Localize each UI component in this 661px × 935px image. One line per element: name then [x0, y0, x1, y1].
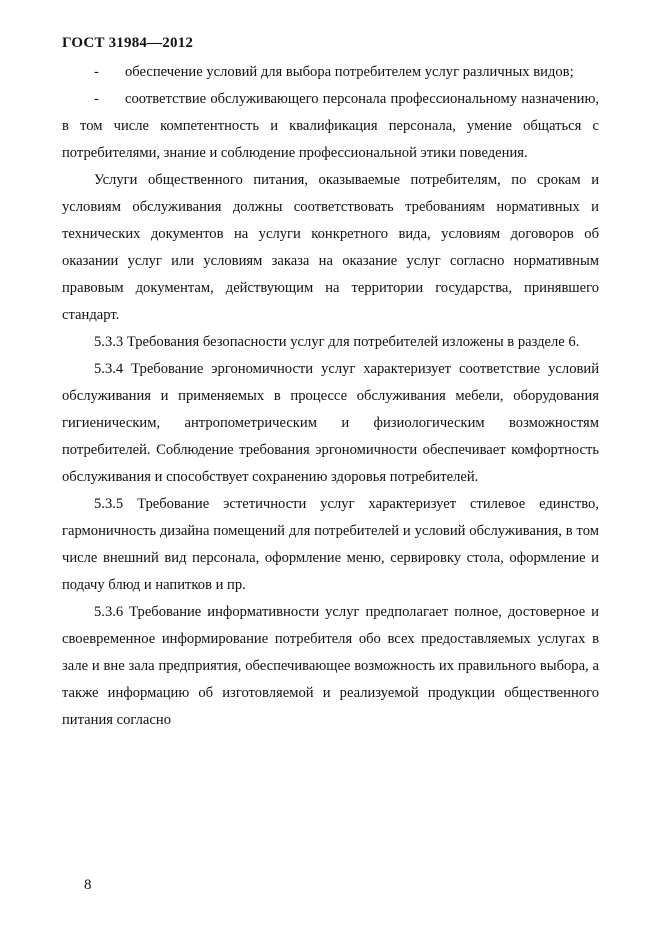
bullet-marker: -	[94, 64, 99, 80]
paragraph-5-3-5: 5.3.5 Требование эстетичности услуг характеризует стилевое единство, гармоничность дизайна помещений для потребителей и условий обслуживания, в том числе внешний вид персонала, оформление меню, сервировку стола, оформление и подачу блюд и напитков и пр.	[62, 496, 599, 593]
bullet-item	[62, 86, 599, 167]
paragraph-5-3-6: 5.3.6 Требование информативности услуг предполагает полное, достоверное и своевременное информирование потребителя обо всех предоставляемых услугах в зале и вне зала предприятия, обеспечивающее возможность их правильного выбора, а также информацию об изготовляемой и реализуемой продукции общественного питания согласно	[62, 604, 599, 728]
bullet-marker: -	[94, 91, 99, 107]
paragraph-5-3-4: 5.3.4 Требование эргономичности услуг характеризует соответствие условий обслуживания и применяемых в процессе обслуживания мебели, оборудования гигиеническим, антропометрическим и физиологическим возможностям потребителей. Соблюдение требования эргономичности обеспечивает комфортность обслуживания и способствует сохранению здоровья потребителей.	[62, 361, 599, 485]
bullet-item	[62, 59, 599, 86]
paragraph-service-conditions: Услуги общественного питания, оказываемые потребителям, по срокам и условиям обслуживания должны соответствовать требованиям нормативных и технических документов на услуги конкретного вида, условиям договоров об оказании услуг или условиям заказа на оказание услуг согласно нормативным правовым документам, действующим на территории государства, принявшего стандарт.	[62, 172, 599, 323]
paragraph-5-3-3: 5.3.3 Требования безопасности услуг для потребителей изложены в разделе 6.	[94, 334, 580, 350]
bullet-text: соответствие обслуживающего персонала профессиональному назначению, в том числе компетентность и квалификация персонала, умение общаться с потребителями, знание и соблюдение профессиональной этики поведения.	[62, 91, 599, 161]
bullet-text: обеспечение условий для выбора потребителем услуг различных видов;	[125, 64, 574, 80]
document-body	[62, 59, 599, 734]
standard-code-header: ГОСТ 31984—2012	[62, 35, 194, 51]
page-number: 8	[84, 877, 92, 893]
